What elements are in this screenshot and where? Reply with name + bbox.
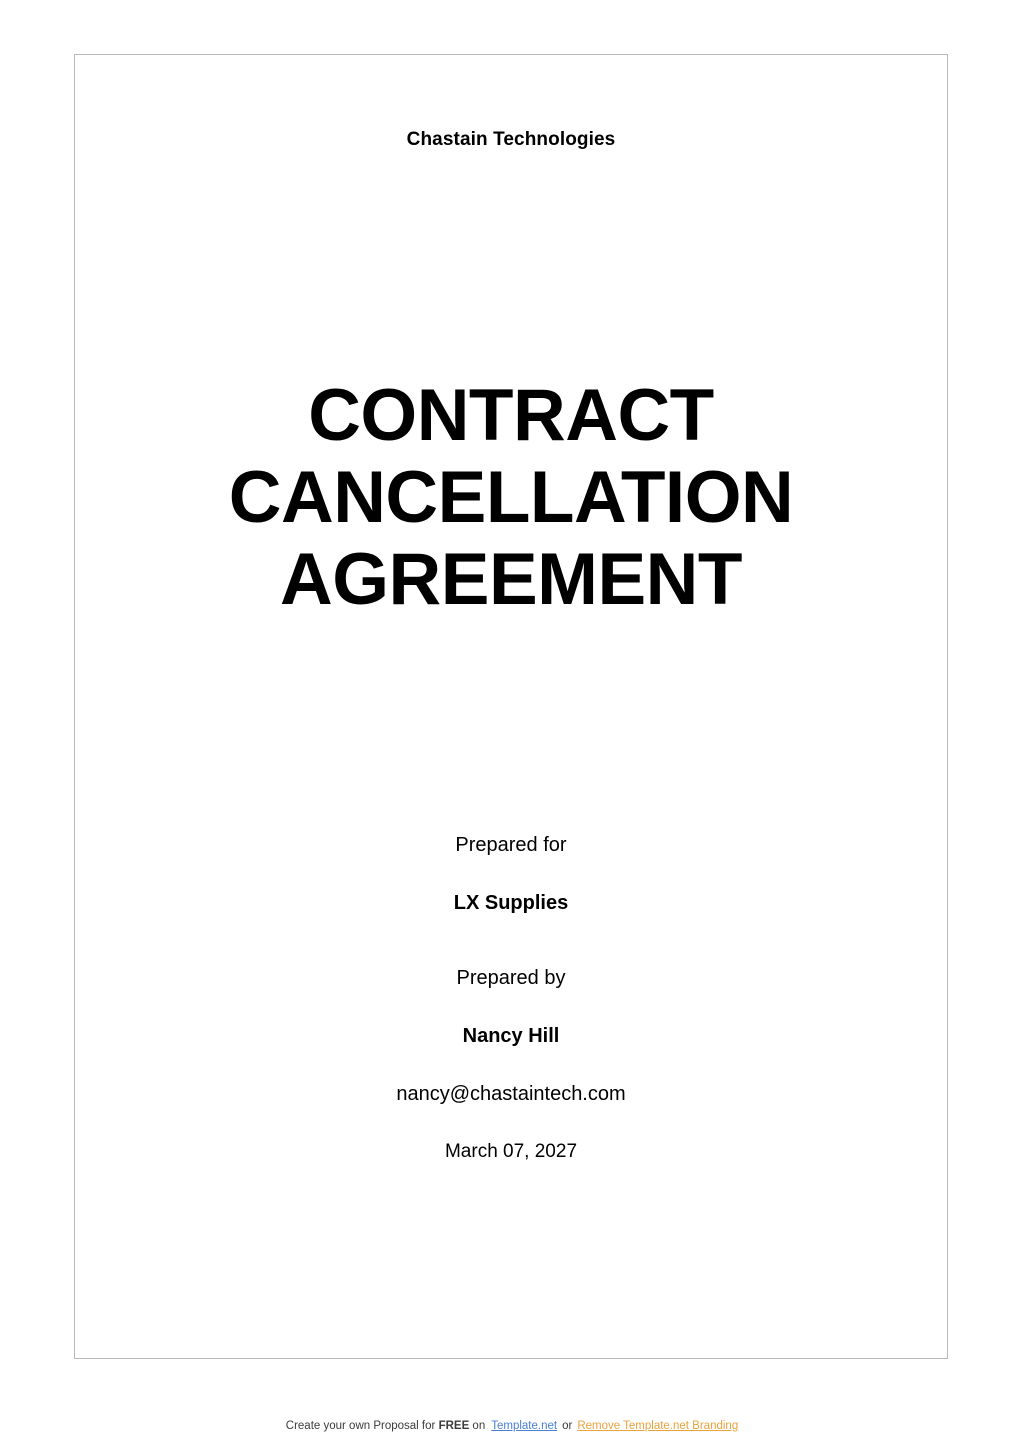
prepared-by-label: Prepared by [456,967,566,989]
page-title-line-2: CANCELLATION [228,456,794,538]
document-page [74,54,948,1359]
footer-branding [0,1420,1024,1432]
prepared-by-value: Nancy Hill [462,1025,560,1047]
footer-or-word: or [562,1420,573,1432]
prepared-for-label: Prepared for [455,834,567,856]
page-title [75,375,947,620]
page-title-line-1: CONTRACT [308,375,714,456]
company-name: Chastain Technologies [406,129,616,150]
template-net-link[interactable]: Template.net [491,1420,558,1432]
document-meta [75,835,947,1161]
contact-email: nancy@chastaintech.com [396,1083,626,1105]
document-date: March 07, 2027 [444,1141,578,1162]
footer-text-on: on [469,1420,486,1432]
page-title-line-3: AGREEMENT [280,538,742,620]
prepared-for-value: LX Supplies [453,892,569,914]
footer-text-before: Create your own Proposal for [285,1420,439,1432]
remove-branding-link[interactable]: Remove Template.net Branding [577,1420,739,1432]
footer-free-word: FREE [438,1420,470,1432]
